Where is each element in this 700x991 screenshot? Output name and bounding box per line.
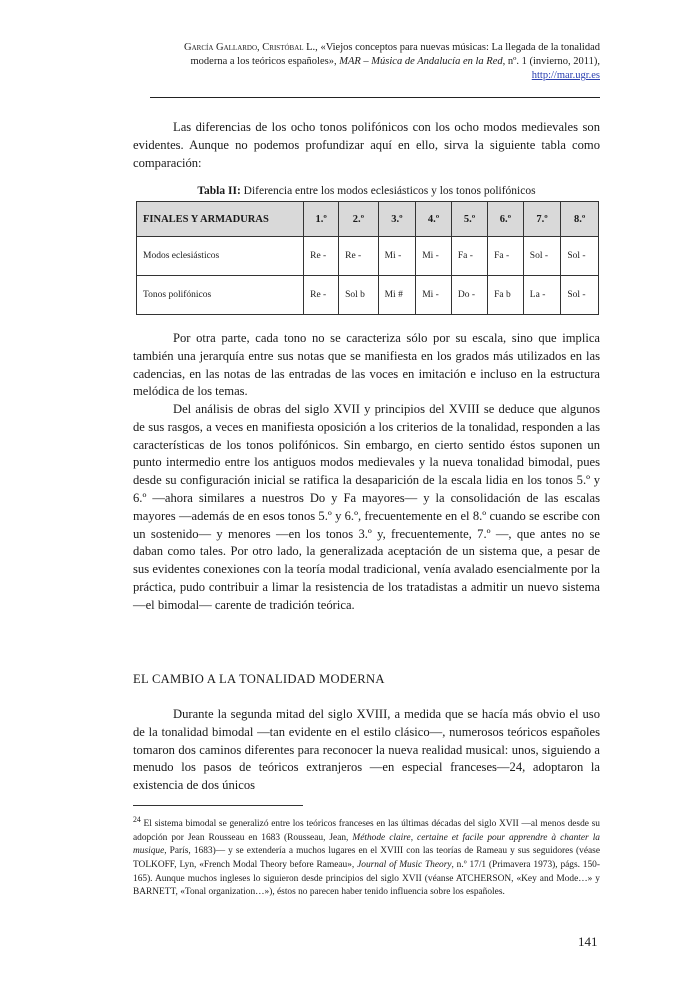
- table-row-label: Modos eclesiásticos: [137, 237, 304, 276]
- running-header: [150, 41, 600, 83]
- paragraph-intro: [133, 119, 600, 172]
- table-cell: Mi -: [416, 276, 452, 315]
- table-col-header: 1.º: [304, 202, 339, 237]
- paragraph-cambio: [133, 706, 600, 795]
- table-cell: Sol -: [523, 237, 561, 276]
- table-cell: Do -: [451, 276, 487, 315]
- paragraph-tonos: [133, 330, 600, 401]
- table-col-header: 5.º: [451, 202, 487, 237]
- footnote-text: , París, 1683)— y se extendería a muchos lugares en el XVIII con las teorías de Rameau y sus seguidores (véase TOLKOFF, Lyn, «French Modal Theory before Rameau»,: [133, 846, 600, 870]
- header-issue: , nº. 1 (invierno, 2011),: [502, 56, 600, 67]
- table-col-header: 7.º: [523, 202, 561, 237]
- footnote: [133, 813, 600, 900]
- section-heading: EL CAMBIO A LA TONALIDAD MODERNA: [133, 672, 385, 686]
- comparison-table: [136, 201, 599, 315]
- table-col-header: 8.º: [561, 202, 599, 237]
- table-cell: Mi -: [378, 237, 416, 276]
- table-cell: Sol -: [561, 276, 599, 315]
- paragraph-intro-text: Las diferencias de los ocho tonos polifónicos con los ocho modos medievales son evidentes. Aunque no podemos profundizar aquí en ello, sirva la siguiente tabla como comparación:: [133, 120, 600, 170]
- footnote-rule: [133, 805, 303, 806]
- table-header-first: FINALES Y ARMADURAS: [137, 202, 304, 237]
- table-cell: Sol b: [339, 276, 378, 315]
- footnote-number: 24: [133, 815, 141, 824]
- header-article-title: «Viejos conceptos para nuevas músicas: La llegada de la tonalidad moderna a los teóricos españoles»,: [190, 42, 600, 67]
- table-cell: Mi -: [416, 237, 452, 276]
- table-col-header: 2.º: [339, 202, 378, 237]
- table-row: [137, 237, 599, 276]
- table-caption: [133, 185, 600, 197]
- footnote-text: , n.º 17/1 (Primavera 1973), págs. 150-165). Aunque muchos ingleses lo siguieron desde principios del siglo XVII (véanse ATCHERSON, «Key and Mode…» y BARNETT, «Tonal organization…»), éstos no parecen haber tenido influencia sobre los españoles.: [133, 859, 600, 898]
- table-row: [137, 276, 599, 315]
- table-cell: Re -: [304, 276, 339, 315]
- footnote-text: El sistema bimodal se generalizó entre los teóricos franceses en las últimas décadas del siglo XVII —al menos desde su adopción por Jean Rousseau en 1683 (Rousseau, Jean,: [133, 819, 600, 843]
- table-col-header: 3.º: [378, 202, 416, 237]
- footnote-italic-journal: Journal of Music Theory: [357, 859, 452, 870]
- table-cell: Re -: [339, 237, 378, 276]
- table-cell: Fa -: [488, 237, 524, 276]
- table-caption-text: Diferencia entre los modos eclesiásticos y los tonos polifónicos: [243, 185, 536, 197]
- table-row-label: Tonos polifónicos: [137, 276, 304, 315]
- header-author: García Gallardo, Cristóbal L.,: [184, 42, 318, 53]
- page-number: 141: [578, 934, 598, 949]
- table-cell: Sol -: [561, 237, 599, 276]
- table-cell: Fa b: [488, 276, 524, 315]
- table-cell: Fa -: [451, 237, 487, 276]
- table-col-header: 4.º: [416, 202, 452, 237]
- table-cell: Re -: [304, 237, 339, 276]
- table-col-header: 6.º: [488, 202, 524, 237]
- table-cell: Mi #: [378, 276, 416, 315]
- footnote-italic-title: Méthode claire, certaine et facile pour apprendre à chanter la musique: [133, 832, 600, 857]
- header-journal: MAR – Música de Andalucía en la Red: [339, 56, 503, 67]
- table-cell: La -: [523, 276, 561, 315]
- header-rule: [150, 97, 600, 98]
- paragraph-tonos-text: Por otra parte, cada tono no se caracteriza sólo por su escala, sino que implica también una jerarquía entre sus notas que se manifiesta en los grados más utilizados en las cadencias, en las notas de las entradas de las voces en imitación e incluso en la estructura melódica de los temas.: [133, 331, 600, 399]
- table-caption-label: Tabla II:: [197, 185, 241, 197]
- header-url-link[interactable]: http://mar.ugr.es: [531, 70, 600, 81]
- table-header-row: [137, 202, 599, 237]
- paragraph-analisis-text: Del análisis de obras del siglo XVII y principios del XVIII se deduce que algunos de sus rasgos, a veces en manifiesta oposición a los criterios de la tonalidad, responden a las características de los tonos polifónicos. Sin embargo, en cierto sentido éstos suponen un punto intermedio entre los antiguos modos medievales y la nueva tonalidad bimodal, pues desde su configuración inicial se ratifica la desaparición de la escala lidia en los tonos 5.º y 6.º —ahora similares a nuestros Do y Fa mayores— y la consolidación de las escalas mayores —además de en esos tonos 5.º y 6.º, frecuentemente en el 8.º cuando se escribe con un sostenido— y menores —en los tonos 3.º y, frecuentemente, 7.º —, que antes no se daban como tales. Por otro lado, la generalizada aceptación de un sistema que, a pesar de sus evidentes conexiones con la teoría modal tradicional, venía avalado esencialmente por la práctica, pudo contribuir a limar la resistencia de los tratadistas a admitir un nuevo sistema —el bimodal— carente de tradición teórica.: [133, 402, 600, 612]
- paragraph-analisis: [133, 401, 600, 615]
- paragraph-cambio-text: Durante la segunda mitad del siglo XVIII, a medida que se hacía más obvio el uso de la tonalidad bimodal —tan evidente en el estilo clásico—, numerosos teóricos españoles tomaron dos caminos diferentes para reconocer la nueva realidad musical: unos, siguiendo a menudo los pasos de teóricos extranjeros —en especial franceses—24, adoptaron la existencia de dos únicos: [133, 707, 600, 793]
